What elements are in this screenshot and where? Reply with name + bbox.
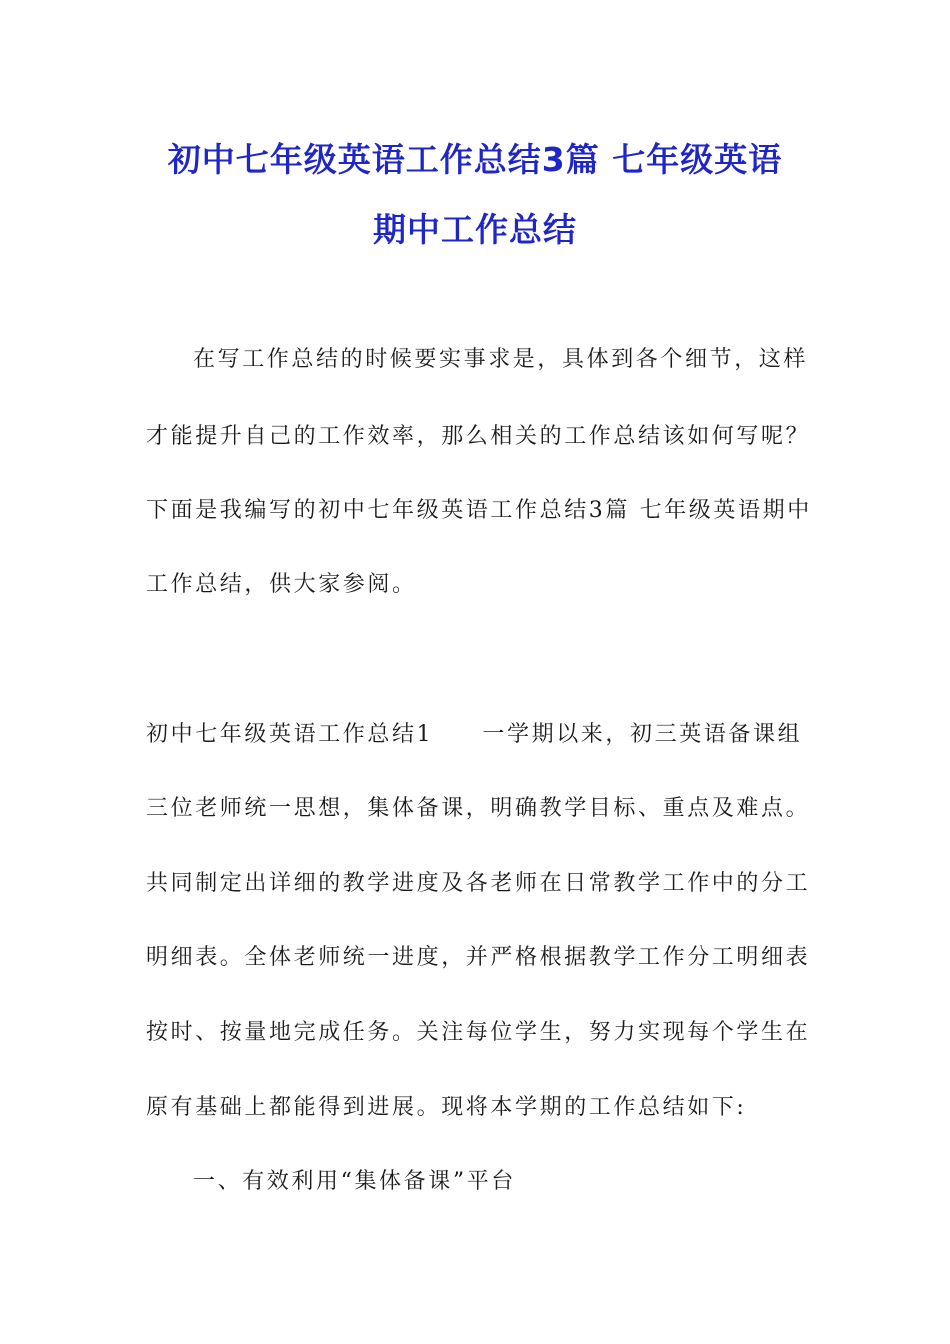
body-line: 三位老师统一思想，集体备课，明确教学目标、重点及难点。: [146, 796, 811, 821]
body-line: 明细表。全体老师统一进度，并严格根据教学工作分工明细表: [146, 945, 811, 970]
document-title-line-2: 期中工作总结: [373, 210, 577, 249]
intro-line: 才能提升自己的工作效率，那么相关的工作总结该如何写呢？: [146, 424, 811, 449]
intro-line: 在写工作总结的时候要实事求是，具体到各个细节，这样: [193, 347, 809, 372]
intro-line: 工作总结，供大家参阅。: [146, 572, 417, 597]
body-line: 原有基础上都能得到进展。现将本学期的工作总结如下:: [146, 1095, 747, 1120]
section-heading: 一、有效利用“集体备课”平台: [193, 1169, 516, 1194]
document-title-line-1: 初中七年级英语工作总结3篇 七年级英语: [167, 140, 783, 179]
intro-line: 下面是我编写的初中七年级英语工作总结3篇 七年级英语期中: [146, 498, 812, 523]
body-line: 按时、按量地完成任务。关注每位学生，努力实现每个学生在: [146, 1020, 811, 1045]
body-line: 初中七年级英语工作总结1 一学期以来，初三英语备课组: [146, 722, 803, 747]
body-line: 共同制定出详细的教学进度及各老师在日常教学工作中的分工: [146, 871, 811, 896]
